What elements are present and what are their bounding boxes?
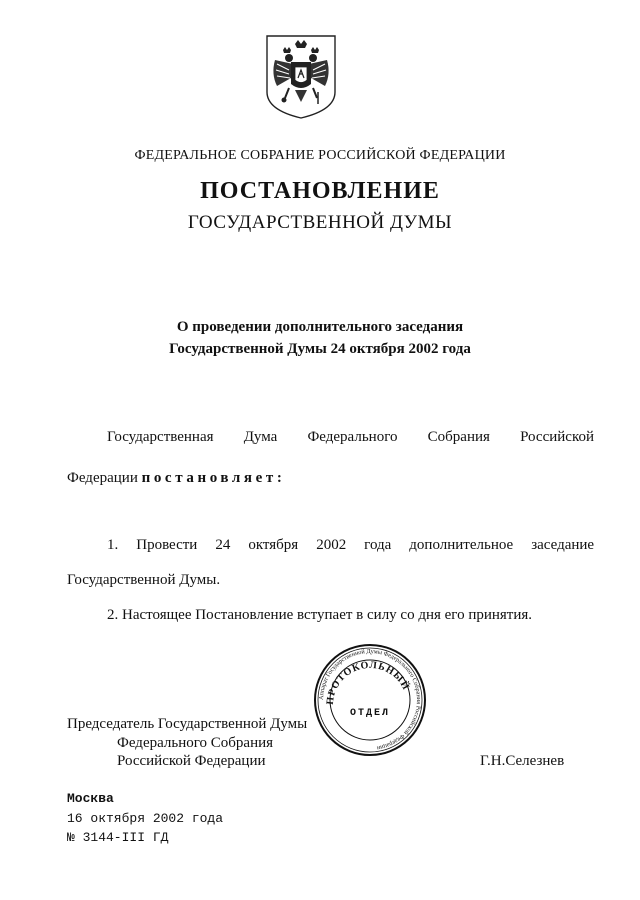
adoption-date: 16 октября 2002 года	[67, 811, 224, 826]
stamp-center-text: ОТДЕЛ	[349, 708, 391, 719]
title-line-1: О проведении дополнительного заседания	[176, 319, 464, 335]
preamble-line-2: Федерации постановляет:	[67, 470, 286, 486]
preamble-line-1: Государственная Дума Федерального Собрания Российской	[107, 429, 595, 445]
official-stamp	[313, 643, 427, 757]
stamp-inner-text: ПРОТОКОЛЬНЫЙ	[324, 659, 412, 706]
signatory-name: Г.Н.Селезнев	[480, 753, 565, 769]
document-title	[0, 316, 640, 360]
clause-2: 2. Настоящее Постановление вступает в силу со дня его принятия.	[107, 607, 533, 623]
clause-1-line-1: 1. Провести 24 октября 2002 года дополнительное заседание	[107, 537, 595, 553]
stamp-outer-text: Аппарат Государственной Думы Федерального Собрания Российской Федерации	[317, 647, 423, 752]
document-issuer-heading: ГОСУДАРСТВЕННОЙ ДУМЫ	[187, 212, 453, 233]
signatory-title-line-1: Председатель Государственной Думы	[67, 716, 308, 732]
clause-1-line-2: Государственной Думы.	[67, 572, 221, 588]
document-number: № 3144-III ГД	[67, 830, 169, 845]
coat-of-arms-icon	[265, 34, 337, 120]
place-of-adoption: Москва	[67, 791, 114, 806]
title-line-2: Государственной Думы 24 октября 2002 года	[169, 341, 471, 357]
signatory-title-line-2: Федерального Собрания	[117, 735, 274, 751]
parliament-name: ФЕДЕРАЛЬНОЕ СОБРАНИЕ РОССИЙСКОЙ ФЕДЕРАЦИИ	[134, 148, 506, 163]
signatory-title-line-3: Российской Федерации	[117, 753, 266, 769]
document-type-heading: ПОСТАНОВЛЕНИЕ	[200, 178, 440, 204]
resolution-verb: постановляет:	[141, 470, 286, 486]
